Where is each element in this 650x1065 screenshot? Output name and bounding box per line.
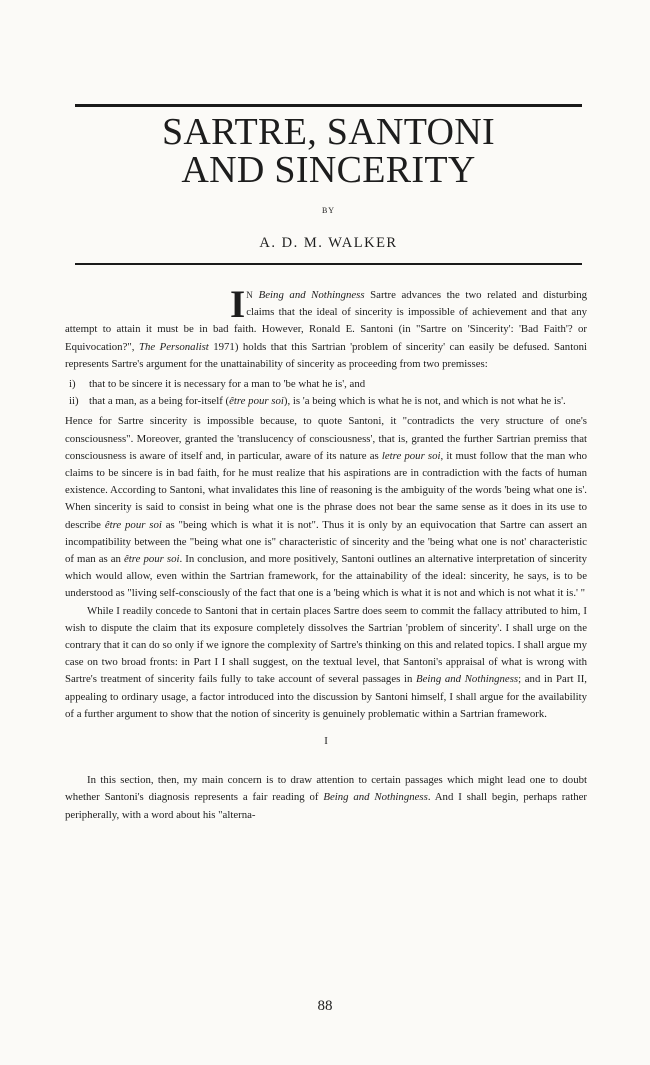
text-run: Hence for Sartre sincerity is impossible because, to quote Santoni, it "contradicts the very structure of one's consciousness". Moreover, granted the 'translucency of consciousness', that is, granted the further Sartrian premiss that consciousness is aware of itself and, in particular, aware of its nature as bbox=[65, 415, 587, 462]
italic-term: letre pour soi bbox=[381, 449, 441, 462]
text-run: as "being which is what it is not". Thus it is only by an equivocation that Sartre can assert an incompatibility between the "being what one is" characteristic of sincerity and the 'being what one is not' characteristic of man as an bbox=[65, 518, 588, 566]
byline-by: BY bbox=[321, 206, 336, 215]
title-line-2: AND SINCERITY bbox=[181, 149, 476, 191]
text-run: ; and in Part II, appealing to ordinary usage, a factor introduced into the discussion by Santoni himself, I shall argue for the availability of a further argument to show that the notion of sincerity is genuinely problematic within a Sartrian framework. bbox=[65, 673, 587, 720]
premise-item bbox=[65, 393, 587, 410]
title-bottom-rule bbox=[75, 263, 582, 265]
paragraph-4 bbox=[65, 772, 587, 824]
paragraph-2 bbox=[65, 413, 587, 602]
italic-term: être pour soi bbox=[104, 518, 162, 531]
premise-item bbox=[65, 376, 587, 393]
italic-term: être pour soi bbox=[229, 395, 284, 408]
text-run: . In conclusion, and more positively, Santoni outlines an alternative interpretation of sincerity which would allow, even within the Sartrian framework, for the attainability of the ideal: sincerity, he says, is to be understood as "living self-consciously of the fact that one is a 'being which is what it is not and which is not what it is.' " bbox=[65, 553, 587, 600]
premise-text: that to be sincere it is necessary for a man to 'be what he is', and bbox=[89, 378, 366, 391]
article-title bbox=[75, 113, 582, 189]
italic-title: The Personalist bbox=[138, 340, 209, 353]
section-heading: I bbox=[324, 735, 328, 748]
text-run: that a man, as a being for-itself ( bbox=[89, 395, 230, 408]
text-run: While I readily concede to Santoni that in certain places Sartre does seem to commit the fallacy attributed to him, I wish to dispute the claim that its exposure completely dissolves the Sartrian 'problem of sincerity'. I shall urge on the contrary that it can do so only if we ignore the complexity of Sartre's thinking on this and related topics. I shall argue my case on two broad fronts: in Part I I shall suggest, on the textual level, that Santoni's appraisal of what is wrong with Sartre's treatment of sincerity fails fully to take account of several passages in bbox=[65, 604, 587, 686]
premise-list bbox=[65, 376, 587, 410]
italic-title: Being and Nothingness bbox=[323, 791, 428, 804]
italic-title: Being and Nothingness bbox=[416, 673, 519, 686]
title-line-1: SARTRE, SANTONI bbox=[162, 111, 495, 153]
text-run: 1971) holds that this Sartrian 'problem of sincerity' can easily be defused. Santoni represents Sartre's argument for the unattainability of sincerity as proceeding from two premisses: bbox=[65, 340, 587, 370]
page-number: 88 bbox=[317, 998, 333, 1014]
paragraph-3 bbox=[65, 603, 587, 723]
italic-title: Being and Nothingness bbox=[258, 289, 365, 301]
text-run: In this section, then, my main concern is to draw attention to certain passages which might lead one to doubt whether Santoni's diagnosis represents a fair reading of bbox=[65, 774, 587, 804]
italic-term: être pour soi bbox=[124, 553, 180, 566]
title-top-rule bbox=[75, 104, 582, 107]
drop-cap: I bbox=[230, 283, 246, 326]
premise-number: ii) bbox=[69, 395, 79, 408]
small-cap: N bbox=[246, 290, 254, 300]
text-run: ), is 'a being which is what he is not, and which is not what he is'. bbox=[283, 395, 566, 408]
premise-text bbox=[89, 393, 587, 410]
premise-number: i) bbox=[69, 378, 76, 391]
text-run: Sartre advances the two related and disturbing claims that the ideal of sincerity is impossible of achievement and that any attempt to attain it must be in bad faith. However, Ronald E. Santoni (in "Sartre on 'Sincerity': 'Bad Faith'? or Equivocation?", bbox=[65, 289, 588, 353]
text-run: , it must follow that the man who claims to be sincere is in bad faith, for he must realize that his aspirations are in contradiction with the facts of human existence. According to Santoni, what invalidates this line of reasoning is the ambiguity of the words 'being what one is'. When sincerity is said to consist in being what one is the phrase does not bear the same sense as it does in its use to describe bbox=[65, 449, 587, 531]
article-body bbox=[65, 283, 588, 824]
paragraph-1 bbox=[65, 283, 588, 373]
author-name: A. D. M. WALKER bbox=[259, 235, 398, 251]
text-run: . And I shall begin, perhaps rather peripherally, with a word about his "alterna- bbox=[65, 791, 587, 821]
